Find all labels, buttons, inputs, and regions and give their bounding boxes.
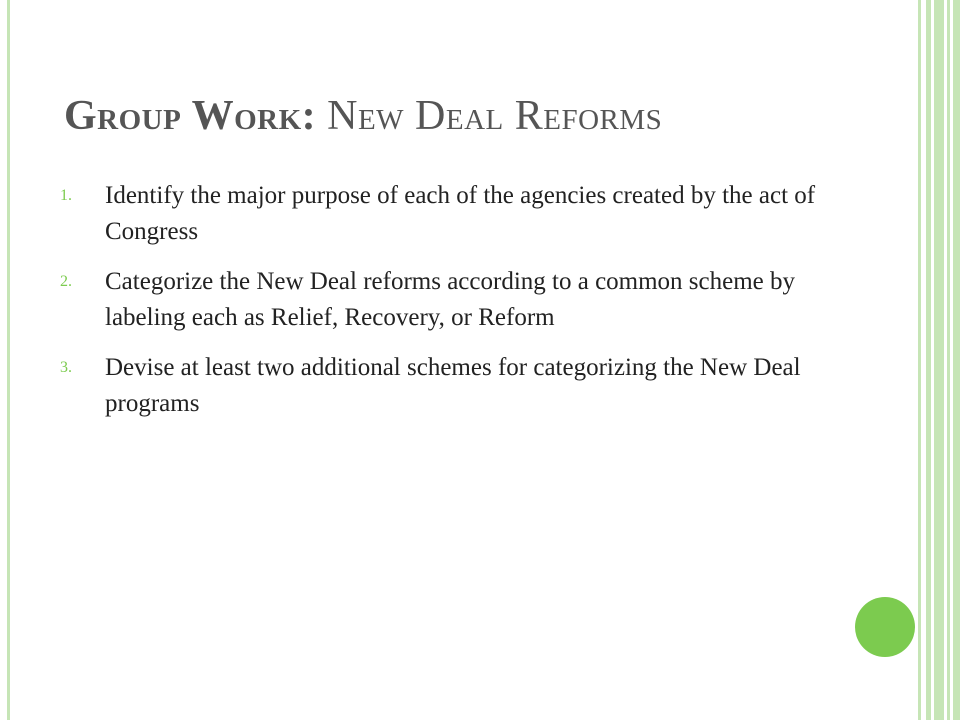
task-text: Categorize the New Deal reforms according to a common scheme by labeling each as Relief, Recovery, or Reform xyxy=(105,268,796,331)
task-list xyxy=(60,178,840,436)
green-circle-decoration xyxy=(855,597,915,657)
task-text: Identify the major purpose of each of the agencies created by the act of Congress xyxy=(105,182,816,245)
task-number: 1. xyxy=(60,187,72,204)
left-border-line xyxy=(7,0,10,720)
task-item xyxy=(60,178,840,250)
slide-title xyxy=(64,92,662,140)
right-border-stripe xyxy=(918,0,921,720)
right-border-stripe xyxy=(953,0,960,720)
right-border-stripe xyxy=(947,0,950,720)
task-number: 3. xyxy=(60,359,72,376)
task-number: 2. xyxy=(60,273,72,290)
task-text: Devise at least two additional schemes for categorizing the New Deal programs xyxy=(105,354,801,417)
task-item xyxy=(60,264,840,336)
right-border-stripe xyxy=(926,0,931,720)
right-border-stripe xyxy=(934,0,944,720)
title-bold-part: Group Work: xyxy=(64,93,317,139)
title-rest-part: New Deal Reforms xyxy=(327,93,663,139)
task-item xyxy=(60,350,840,422)
